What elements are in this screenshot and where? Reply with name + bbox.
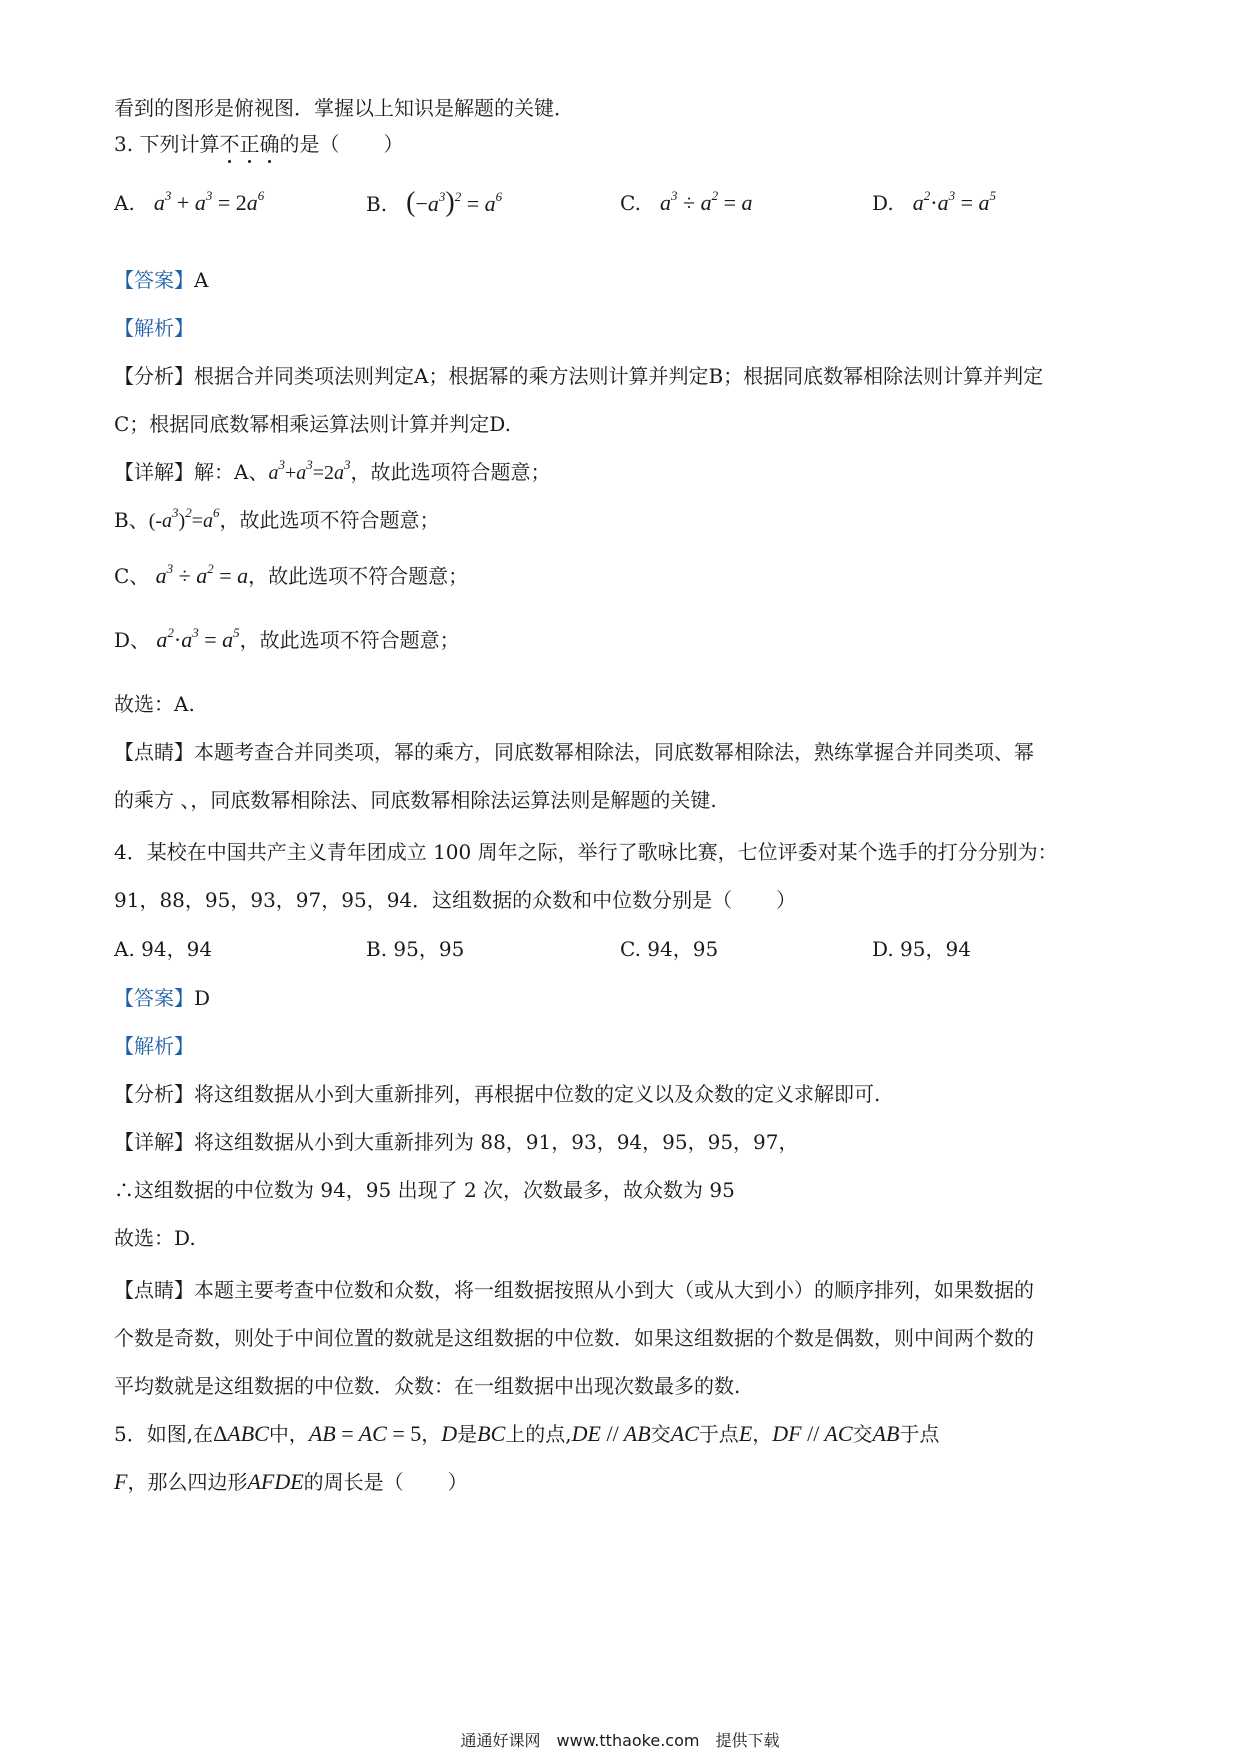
q4-answer: 【答案】D xyxy=(114,986,211,1010)
q4-option-d: D. 95，94 xyxy=(872,937,971,961)
formula: F xyxy=(114,1469,128,1494)
page-footer: 通通好课网 www.tthaoke.com 提供下载 xyxy=(460,1731,780,1750)
question-3-stem: 3. 下列计算不正确的是（ ） xyxy=(114,132,404,156)
q3-detail-a: 【详解】解：A、$a^3+a^3=2a^3$，故此选项符合题意； xyxy=(114,457,551,484)
q3-fenxi: 【分析】根据合并同类项法则判定A；根据幂的乘方法则计算并判定B；根据同底数幂相除法则计算并判定 xyxy=(114,364,1044,388)
question-5-stem: 5．如图,在ΔABC中，AB = AC = 5，D是BC上的点,DE // AB交AC于点E，DF // AC交AB于点 xyxy=(114,1421,940,1446)
formula: $a^2\cdot a^3 = a^5$ xyxy=(156,624,240,652)
q4-option-b: B. 95，95 xyxy=(366,937,465,961)
emphasis-char: 不 xyxy=(219,132,240,156)
formula: D xyxy=(441,1421,458,1446)
question-4-stem: 4．某校在中国共产主义青年团成立 100 周年之际，举行了歌咏比赛，七位评委对某个选手的打分分别为： xyxy=(114,840,1058,864)
q4-detail: 【详解】将这组数据从小到大重新排列为 88，91，93，94，95，95，97， xyxy=(114,1130,799,1154)
q3-dianjing: 【点睛】本题考查合并同类项，幂的乘方，同底数幂相除法，同底数幂相除法，熟练掌握合并同类项、幂 xyxy=(114,740,1034,764)
formula: DE // AB xyxy=(571,1421,651,1446)
q3-detail-c: C、 $a^3 \div a^2 = a$，故此选项不符合题意； xyxy=(114,560,469,588)
q4-dianjing: 【点睛】本题主要考查中位数和众数，将一组数据按照从小到大（或从大到小）的顺序排列，如果数据的 xyxy=(114,1278,1034,1302)
formula: DF // AC xyxy=(772,1421,853,1446)
q3-option-c: C. $a^3 \div a^2 = a$ xyxy=(620,187,753,215)
formula: BC xyxy=(477,1421,506,1446)
formula: $a^2\cdot a^3 = a^5$ xyxy=(912,187,997,215)
formula: E xyxy=(738,1421,753,1446)
q4-option-c: C. 94，95 xyxy=(620,937,719,961)
q4-analysis-heading: 【解析】 xyxy=(114,1034,194,1058)
q3-detail-b: B、$(-a^3)^2=a^6$，故此选项不符合题意； xyxy=(114,505,440,532)
formula: ΔABC xyxy=(213,1421,269,1446)
formula: $a^3 \div a^2 = a$ xyxy=(660,187,753,215)
question-5-stem-cont: F，那么四边形AFDE的周长是（ ） xyxy=(114,1469,468,1494)
emphasis-char: 确 xyxy=(259,132,280,156)
formula: $(-a^3)^2=a^6$ xyxy=(148,505,220,532)
formula: AB xyxy=(872,1421,900,1446)
intro-line: 看到的图形是俯视图．掌握以上知识是解题的关键． xyxy=(114,96,574,120)
q4-choice: 故选：D. xyxy=(114,1226,196,1250)
q3-option-a: A. $a^3 + a^3 = 2a^6$ xyxy=(114,187,265,215)
q3-fenxi-cont: C；根据同底数幂相乘运算法则计算并判定D. xyxy=(114,412,511,436)
question-3-number: 3. xyxy=(114,132,134,156)
q3-detail-d: D、 $a^2\cdot a^3 = a^5$，故此选项不符合题意； xyxy=(114,624,460,652)
formula: $a^3 + a^3 = 2a^6$ xyxy=(153,187,265,215)
q4-fenxi: 【分析】将这组数据从小到大重新排列，再根据中位数的定义以及众数的定义求解即可. xyxy=(114,1082,881,1106)
q3-option-d: D. $a^2\cdot a^3 = a^5$ xyxy=(872,187,997,215)
q3-dianjing-cont: 的乘方 、，同底数幂相除法、同底数幂相除法运算法则是解题的关键. xyxy=(114,788,717,812)
q4-dianjing-cont: 个数是奇数，则处于中间位置的数就是这组数据的中位数．如果这组数据的个数是偶数，则中间两个数的 xyxy=(114,1326,1034,1350)
q3-analysis-heading: 【解析】 xyxy=(114,316,194,340)
emphasis-char: 正 xyxy=(239,132,260,156)
q3-choice: 故选：A. xyxy=(114,692,195,716)
question-4-stem-cont: 91，88，95，93，97，95，94．这组数据的众数和中位数分别是（ ） xyxy=(114,888,797,912)
q4-therefore: ∴这组数据的中位数为 94，95 出现了 2 次，次数最多，故众数为 95 xyxy=(114,1178,735,1202)
formula: AB = AC = 5 xyxy=(308,1421,422,1446)
q4-dianjing-cont2: 平均数就是这组数据的中位数．众数：在一组数据中出现次数最多的数. xyxy=(114,1374,741,1398)
formula: AFDE xyxy=(247,1469,304,1494)
q4-option-a: A. 94，94 xyxy=(114,937,213,961)
q3-option-b: B. $(-a^3)^2 = a^6$ xyxy=(366,187,503,218)
formula: $(-a^3)^2 = a^6$ xyxy=(406,187,503,218)
formula: $a^3 \div a^2 = a$ xyxy=(155,560,249,588)
q3-answer: 【答案】A xyxy=(114,268,209,292)
formula: $a^3+a^3=2a^3$ xyxy=(268,457,351,484)
formula: AC xyxy=(670,1421,699,1446)
